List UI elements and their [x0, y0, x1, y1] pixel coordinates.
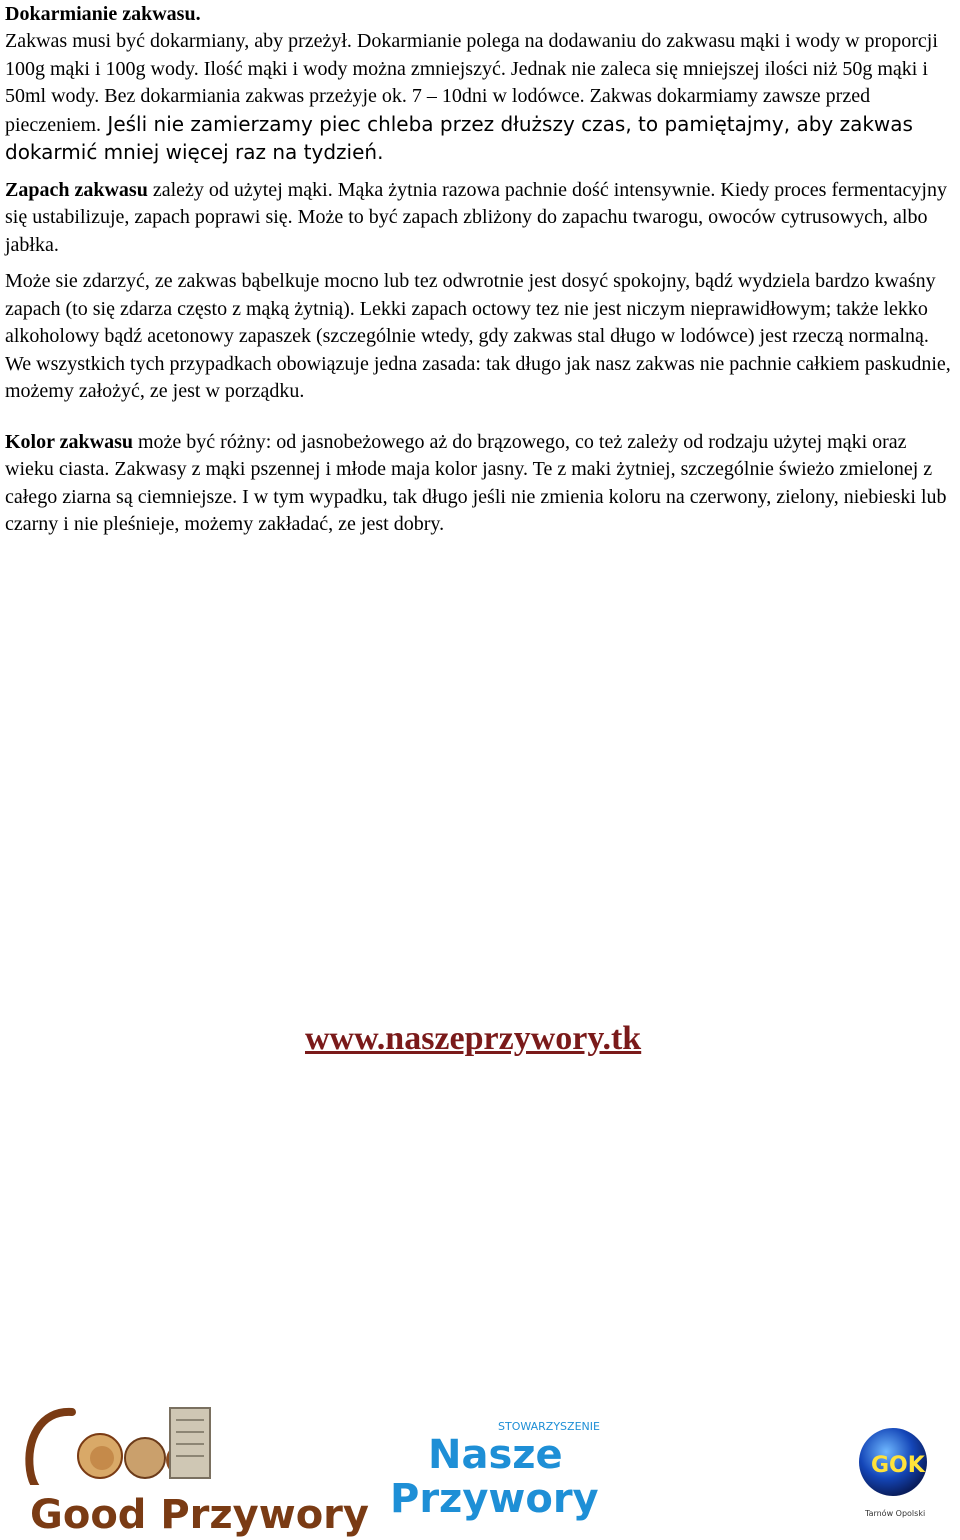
- feeding-paragraph: [5, 28, 953, 168]
- color-paragraph: [5, 429, 953, 539]
- page-title: Dokarmianie zakwasu.: [5, 3, 201, 25]
- nasze-przywory-logo-icon: [388, 1418, 600, 1522]
- smell-lead: Zapach zakwasu: [5, 178, 148, 201]
- color-text: może być różny: od jasnobeżowego aż do brązowego, co też zależy od rodzaju użytej mąki oraz wieku ciasta. Zakwasy z mąki pszennej i młode maja kolor jasny. Te z maki żytniej, szczególnie świeżo zmielonej z całego ziarna są ciemniejsze. I w tym wypadku, tak długo jeśli nie zmienia koloru na czerwony, zielony, niebieski lub czarny i nie pleśnieje, możemy zakładać, ze jest dobry.: [5, 430, 947, 535]
- gok-logo-icon: [855, 1420, 935, 1530]
- nasze-przywory-logo-line2: Przywory: [390, 1476, 599, 1522]
- website-link[interactable]: www.naszeprzywory.tk: [305, 1020, 642, 1057]
- nasze-przywory-logo-top: STOWARZYSZENIE: [498, 1420, 600, 1433]
- good-przywory-logo-text: Good Przywory: [30, 1492, 369, 1538]
- document-page: [5, 0, 953, 539]
- gok-logo-text: GOK: [871, 1453, 925, 1478]
- gok-logo: [855, 1420, 935, 1530]
- smell-paragraph: [5, 177, 953, 260]
- good-przywory-logo-icon: [20, 1400, 369, 1538]
- color-lead: Kolor zakwasu: [5, 430, 133, 453]
- feeding-sans-text: Jeśli nie zamierzamy piec chleba przez dłuższy czas, to pamiętajmy, aby zakwas dokarmić mniej więcej raz na tydzień.: [5, 111, 913, 164]
- behavior-paragraph: Może sie zdarzyć, ze zakwas bąbelkuje mocno lub tez odwrotnie jest dosyć spokojny, bądź wydziela bardzo kwaśny zapach (to się zdarza często z mąką żytnią). Lekki zapach octowy tez nie jest niczym nieprawidłowym; także lekko alkoholowy bądź acetonowy zapaszek (szczególnie wtedy, gdy zakwas stal długo w lodówce) jest rzeczą normalną. We wszystkich tych przypadkach obowiązuje jedna zasada: tak długo jak nasz zakwas nie pachnie całkiem paskudnie, możemy założyć, ze jest w porządku.: [5, 270, 951, 402]
- nasze-przywory-logo-line1: Nasze: [428, 1432, 563, 1478]
- gok-logo-subtext: Tarnów Opolski: [865, 1509, 926, 1518]
- feeding-serif-text: Zakwas musi być dokarmiany, aby przeżył. Dokarmianie polega na dodawaniu do zakwasu mąki i wody w proporcji 100g mąki i 100g wody. Ilość mąki i wody można zmniejszyć. Jednak nie zaleca się mniejszej ilości niż 50g mąki i 50ml wody. Bez dokarmiania zakwas przeżyje ok. 7 – 10dni w lodówce. Zakwas dokarmiamy zawsze przed pieczeniem.: [5, 30, 938, 136]
- good-przywory-logo: [20, 1400, 369, 1538]
- nasze-przywory-logo: [388, 1418, 600, 1522]
- smell-text: zależy od użytej mąki. Mąka żytnia razowa pachnie dość intensywnie. Kiedy proces fermentacyjny się ustabilizuje, zapach poprawi się. Może to być zapach zbliżony do zapachu twarogu, owoców cytrusowych, albo jabłka.: [5, 178, 947, 256]
